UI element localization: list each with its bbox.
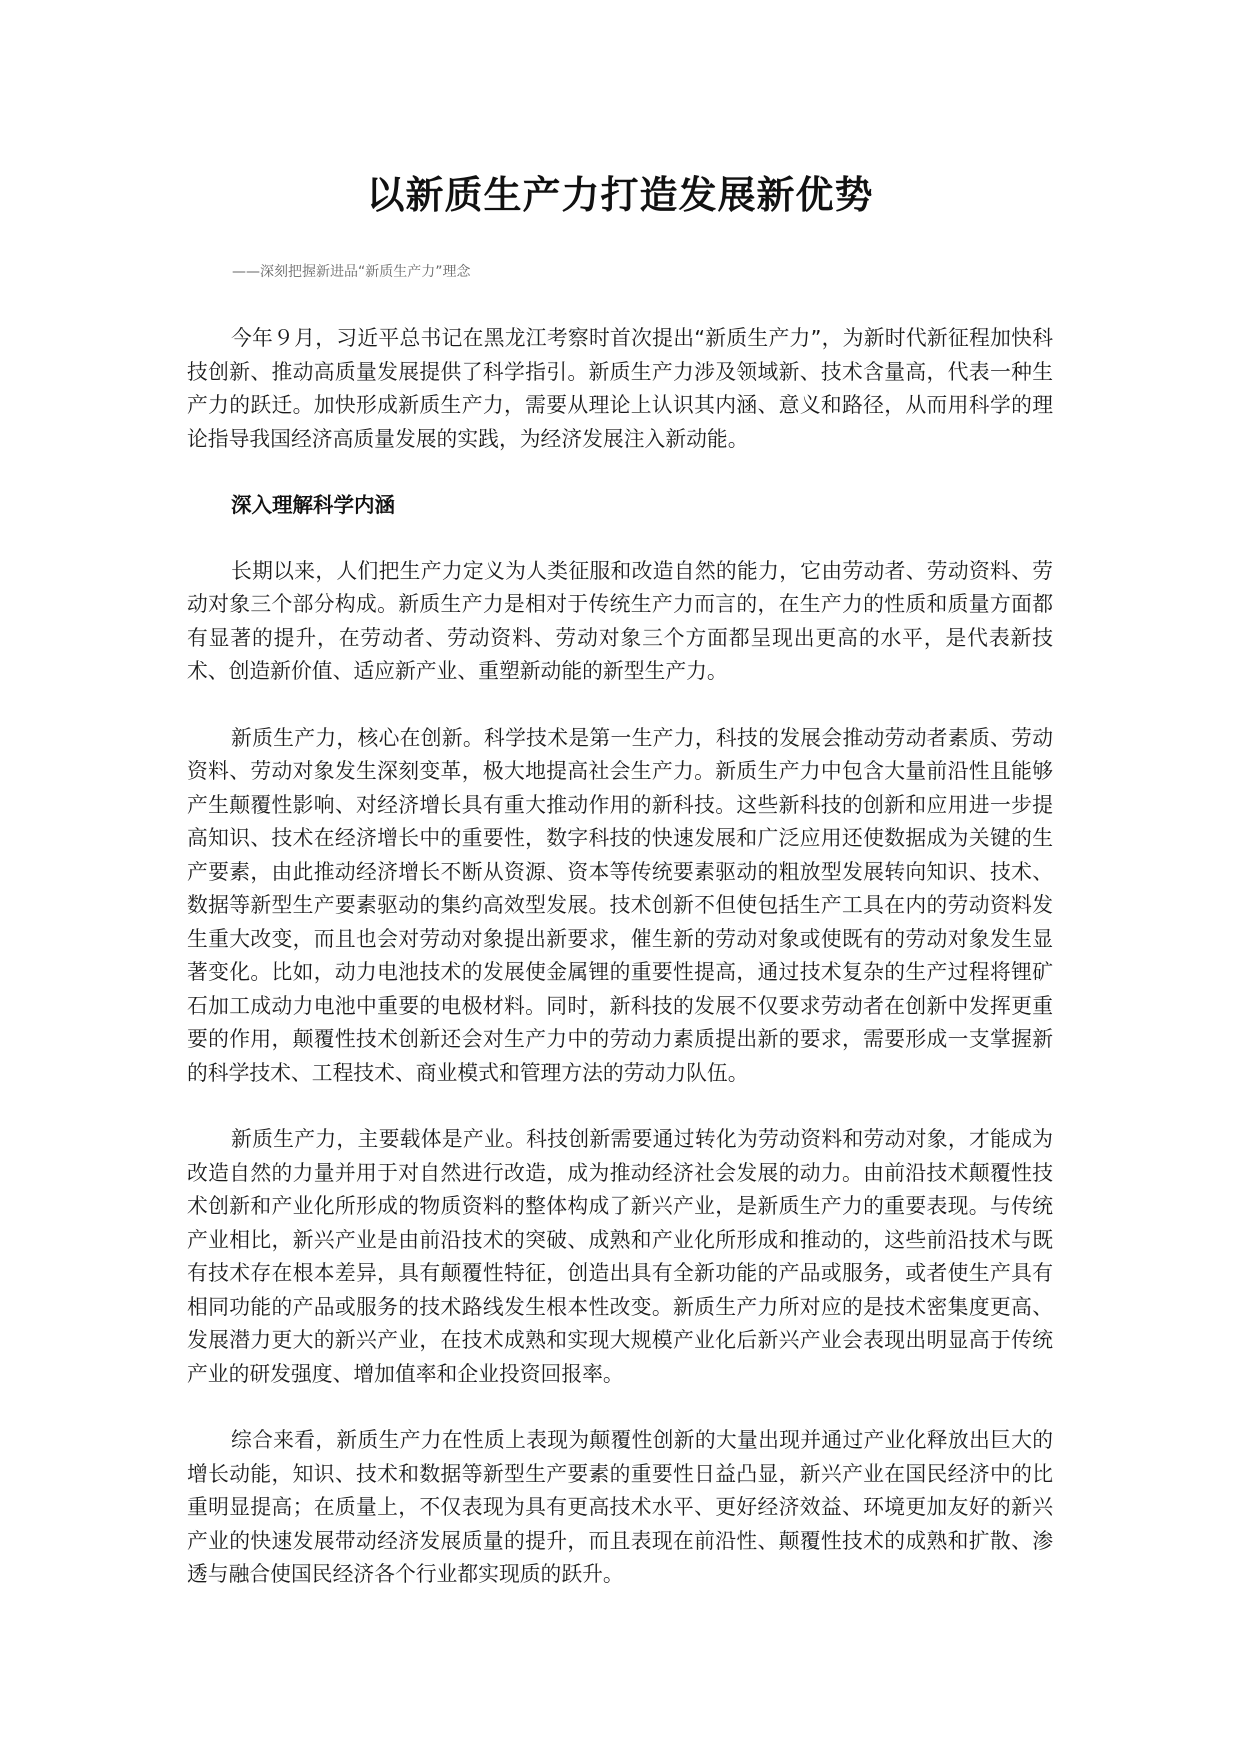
paragraph-innovation: 新质生产力，核心在创新。科学技术是第一生产力，科技的发展会推动劳动者素质、劳动资料、劳动对象发生深刻变革，极大地提高社会生产力。新质生产力中包含大量前沿性且能够产生颠覆性影响、对经济增长具有重大推动作用的新科技。这些新科技的创新和应用进一步提高知识、技术在经济增长中的重要性，数字科技的快速发展和广泛应用还使数据成为关键的生产要素，由此推动经济增长不断从资源、资本等传统要素驱动的粗放型发展转向知识、技术、数据等新型生产要素驱动的集约高效型发展。技术创新不但使包括生产工具在内的劳动资料发生重大改变，而且也会对劳动对象提出新要求，催生新的劳动对象或使既有的劳动对象发生显著变化。比如，动力电池技术的发展使金属锂的重要性提高，通过技术复杂的生产过程将锂矿石加工成动力电池中重要的电极材料。同时，新科技的发展不仅要求劳动者在创新中发挥更重要的作用，颠覆性技术创新还会对生产力中的劳动力素质提出新的要求，需要形成一支掌握新的科学技术、工程技术、商业模式和管理方法的劳动力队伍。: [187, 725, 1053, 1085]
paragraph-summary: 综合来看，新质生产力在性质上表现为颠覆性创新的大量出现并通过产业化释放出巨大的增长动能，知识、技术和数据等新型生产要素的重要性日益凸显，新兴产业在国民经济中的比重明显提高；在质量上，不仅表现为具有更高技术水平、更好经济效益、环境更加友好的新兴产业的快速发展带动经济发展质量的提升，而且表现在前沿性、颠覆性技术的成熟和扩散、渗透与融合使国民经济各个行业都实现质的跃升。: [187, 1428, 1053, 1586]
section-heading: 深入理解科学内涵: [231, 493, 395, 517]
paragraph-definition: 长期以来，人们把生产力定义为人类征服和改造自然的能力，它由劳动者、劳动资料、劳动对象三个部分构成。新质生产力是相对于传统生产力而言的，在生产力的性质和质量方面都有显著的提升，在劳动者、劳动资料、劳动对象三个方面都呈现出更高的水平，是代表新技术、创造新价值、适应新产业、重塑新动能的新型生产力。: [187, 558, 1053, 683]
paragraph-intro: 今年９月，习近平总书记在黑龙江考察时首次提出“新质生产力”，为新时代新征程加快科技创新、推动高质量发展提供了科学指引。新质生产力涉及领域新、技术含量高，代表一种生产力的跃迁。加快形成新质生产力，需要从理论上认识其内涵、意义和路径，从而用科学的理论指导我国经济高质量发展的实践，为经济发展注入新动能。: [187, 326, 1053, 451]
paragraph-industry: 新质生产力，主要载体是产业。科技创新需要通过转化为劳动资料和劳动对象，才能成为改造自然的力量并用于对自然进行改造，成为推动经济社会发展的动力。由前沿技术颠覆性技术创新和产业化所形成的物质资料的整体构成了新兴产业，是新质生产力的重要表现。与传统产业相比，新兴产业是由前沿技术的突破、成熟和产业化所形成和推动的，这些前沿技术与既有技术存在根本差异，具有颠覆性特征，创造出具有全新功能的产品或服务，或者使生产具有相同功能的产品或服务的技术路线发生根本性改变。新质生产力所对应的是技术密集度更高、发展潜力更大的新兴产业，在技术成熟和实现大规模产业化后新兴产业会表现出明显高于传统产业的研发强度、增加值率和企业投资回报率。: [187, 1127, 1053, 1386]
document-body: [187, 322, 1053, 1625]
document-subtitle: ——深刻把握新进品“新质生产力”理念: [232, 264, 471, 280]
document-title: 以新质生产力打造发展新优势: [366, 173, 874, 217]
